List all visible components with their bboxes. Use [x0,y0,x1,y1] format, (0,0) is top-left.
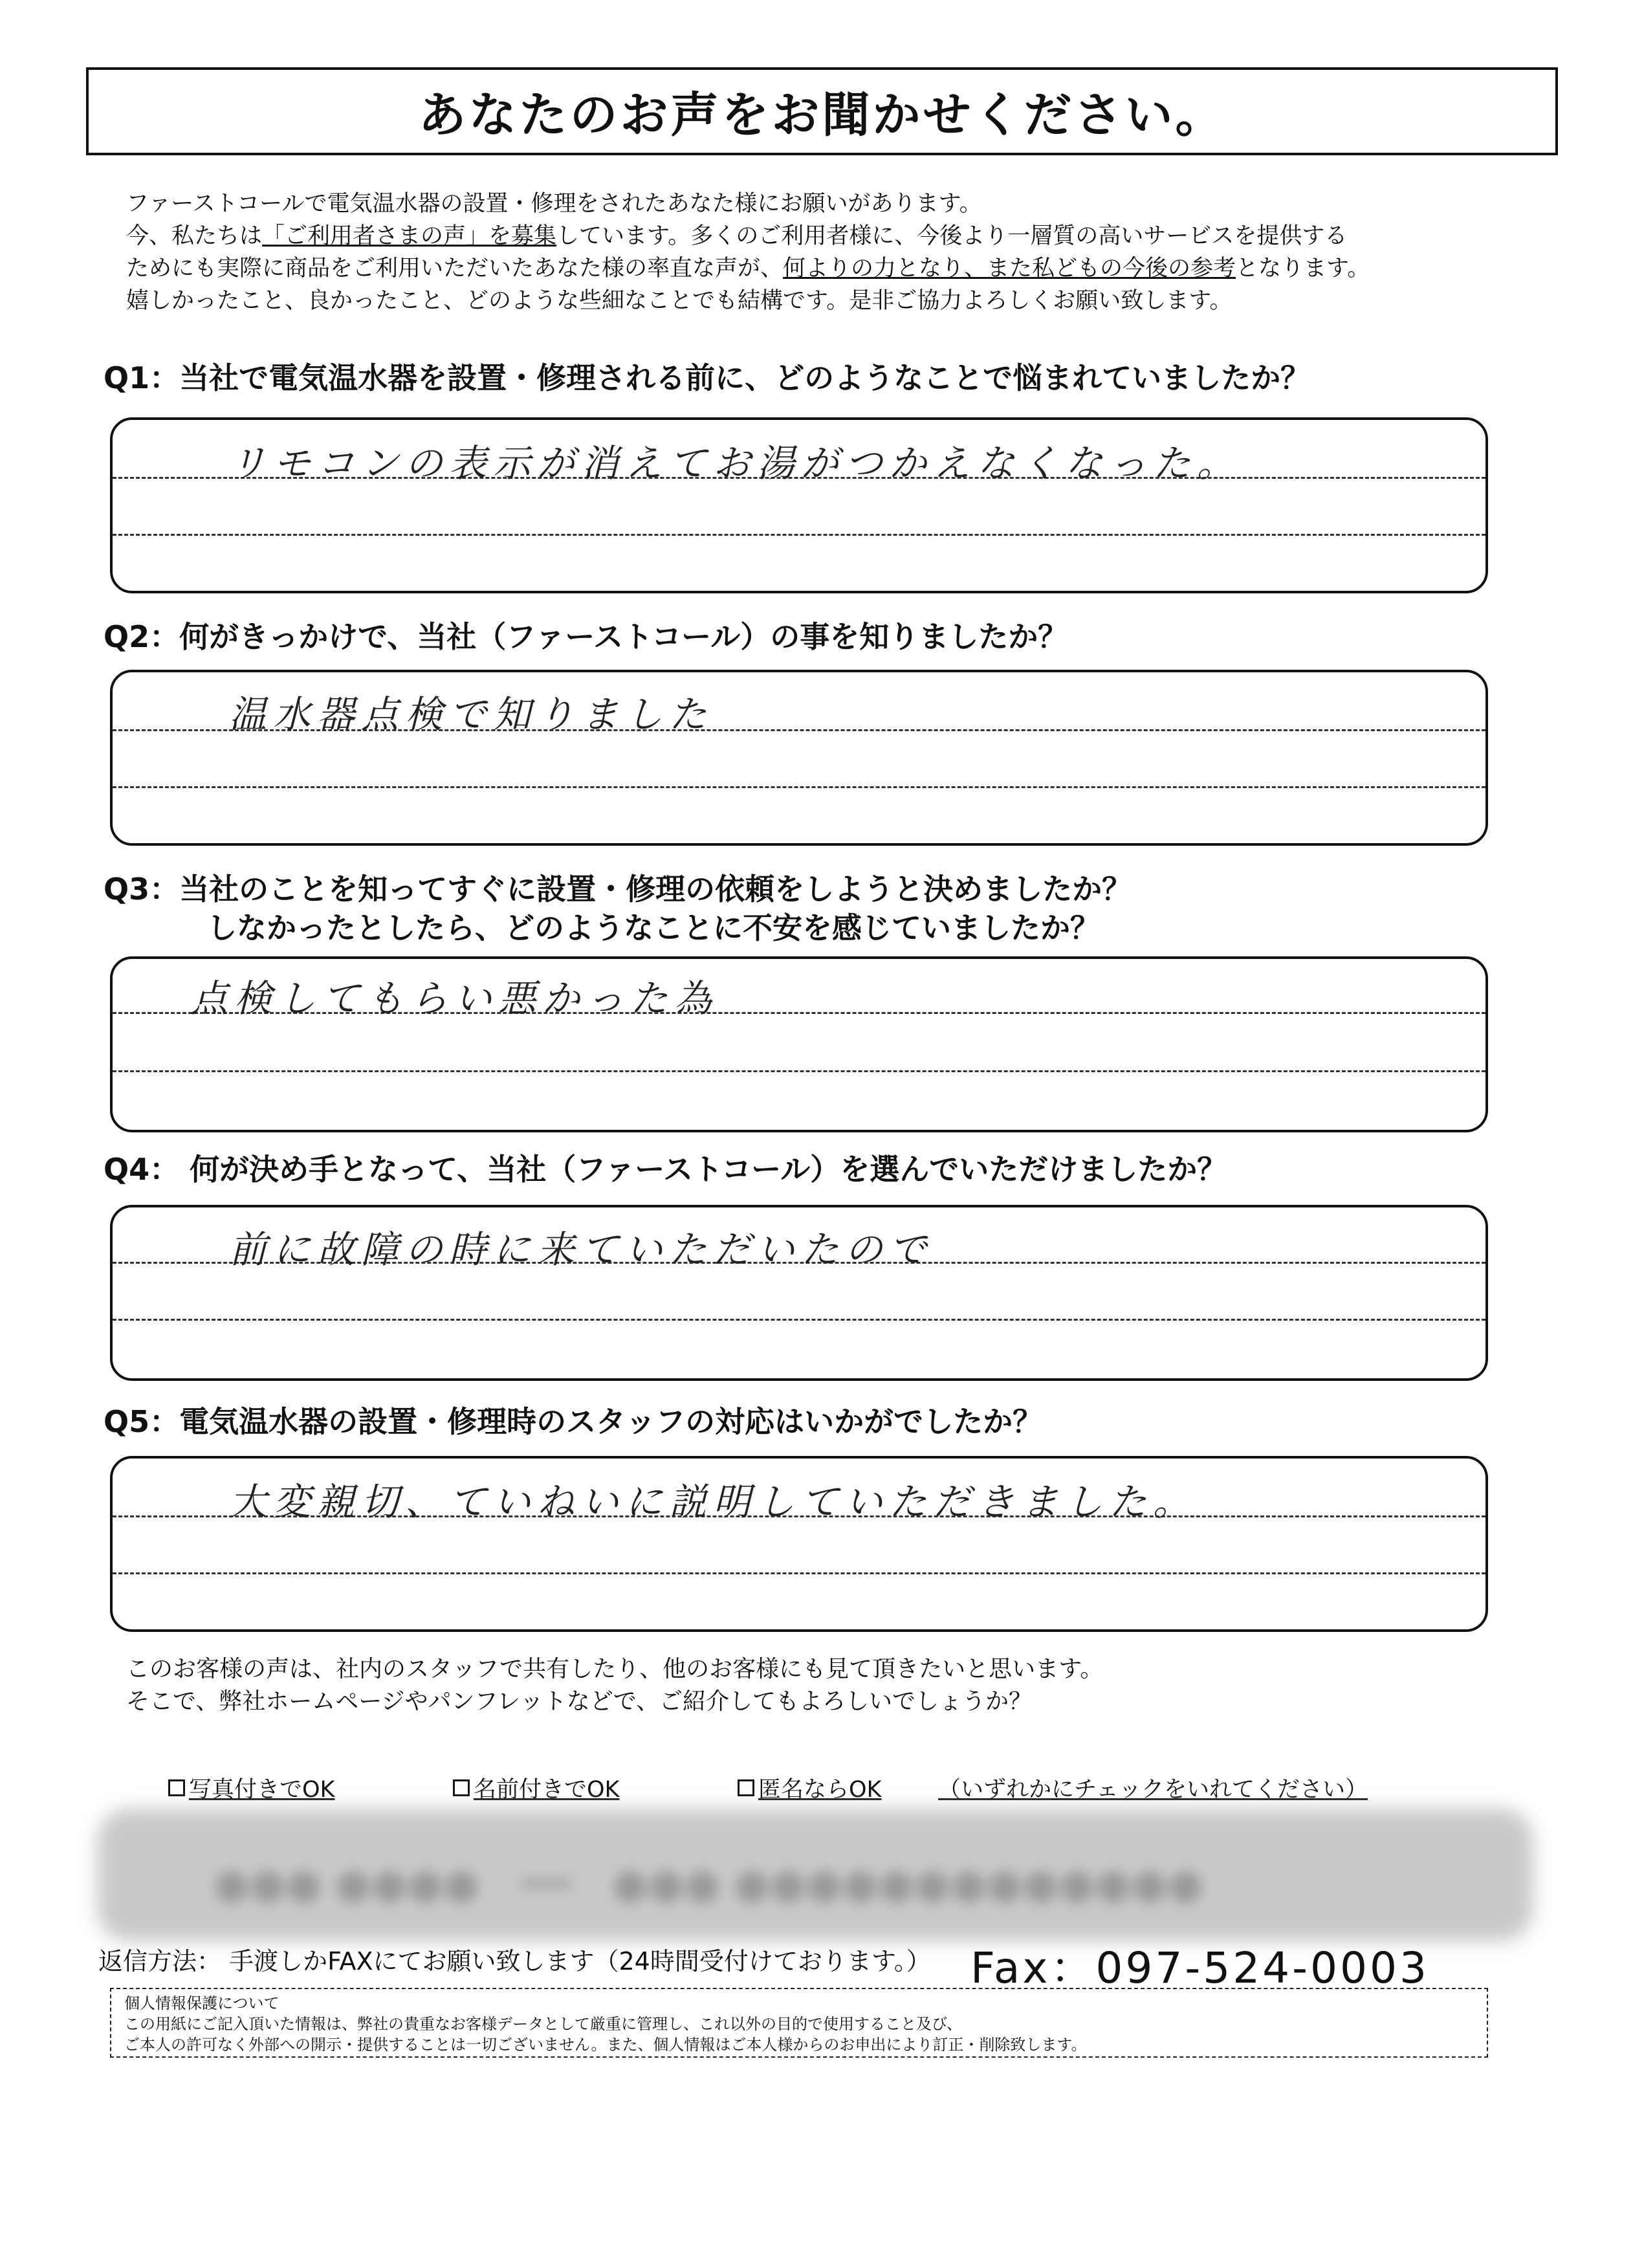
intro-line-3-a: ためにも実際に商品をご利用いただいたあなた様の率直な声が、 [126,256,784,281]
checkbox-note: （いずれかにチェックをいれてください） [938,1777,1368,1803]
checkbox-anonymous[interactable] [738,1772,938,1804]
answer-box-1[interactable] [110,417,1488,593]
checkbox-icon[interactable] [453,1779,470,1796]
question-3-line-2: しなかったとしたら、どのようなことに不安を感じていましたか？ [207,910,1100,945]
intro-line-3-underlined: 何よりの力となり、また私どもの今後の参考 [783,256,1236,281]
share-line-1: このお客様の声は、社内のスタッフで共有したり、他のお客様にも見て頂きたいと思います。 [126,1656,1104,1682]
privacy-line-1: この用紙にご記入頂いた情報は、弊社の貴重なお客様データとして厳重に管理し、これ以外の目的で使用すること及び、 [124,2015,963,2033]
checkbox-photo-label: 写真付きでOK [189,1777,335,1803]
answer-box-4[interactable] [110,1205,1488,1381]
consent-options [168,1772,1368,1804]
checkbox-anonymous-label: 匿名ならOK [758,1777,882,1803]
question-5: Q5：電気温水器の設置・修理時のスタッフの対応はいかがでしたか？ [104,1404,1043,1439]
intro-line-2-underlined: 「ご利用者さまの声」を募集 [262,223,557,249]
answer-5: 大変親切、ていねいに説明していただきました。 [229,1480,1198,1524]
checkbox-icon[interactable] [738,1779,754,1796]
intro-line-3-b: となります。 [1236,256,1370,281]
question-1: Q1：当社で電気温水器を設置・修理される前に、どのようなことで悩まれていましたか？ [104,360,1311,395]
intro-text [126,188,1517,317]
intro-line-2 [126,220,1517,252]
intro-line-4: 嬉しかったこと、良かったこと、どのような些細なことでも結構です。是非ご協力よろしくお願い致します。 [126,288,1233,314]
privacy-notice [110,1988,1488,2058]
intro-line-1: ファーストコールで電気温水器の設置・修理をされたあなた様にお願いがあります。 [126,191,982,217]
question-3: Q3：当社のことを知ってすぐに設置・修理の依頼をしようと決めましたか？ [104,872,1132,907]
redacted-text: ●●● ●●●● ━━ ●●● ●●●●●●●●●●●●● [214,1860,1204,1908]
reply-method: 返信方法： 手渡しかFAXにてお願い致します（24時間受付けております。） [98,1947,931,1976]
fax-number: Fax：097-524-0003 [970,1943,1429,1993]
checkbox-name[interactable] [453,1772,738,1804]
question-4: Q4： 何が決め手となって、当社（ファーストコール）を選んでいただけましたか？ [104,1152,1227,1187]
answer-2: 温水器点検で知りました [229,692,714,736]
privacy-title: 個人情報保護について [124,1994,279,2012]
answer-box-5[interactable] [110,1456,1488,1632]
checkbox-photo[interactable] [168,1772,453,1804]
title-box [86,67,1558,155]
checkbox-icon[interactable] [168,1779,185,1796]
answer-1: リモコンの表示が消えてお湯がつかえなくなった。 [229,441,1242,485]
intro-line-2-b: しています。多くのご利用者様に、今後より一層質の高いサービスを提供する [556,223,1348,249]
share-line-2: そこで、弊社ホームページやパンフレットなどで、ご紹介してもよろしいでしょうか？ [126,1688,1033,1715]
answer-box-2[interactable] [110,670,1488,846]
privacy-line-2: ご本人の許可なく外部への開示・提供することは一切ございません。また、個人情報はご本人様からのお申出により訂正・削除致します。 [124,2036,1087,2054]
intro-line-3 [126,252,1517,285]
page-title: あなたのお声をお聞かせください。 [418,87,1226,143]
intro-line-2-a: 今、私たちは [126,223,263,249]
answer-3: 点検してもらい悪かった為 [190,976,719,1020]
share-request [126,1653,1103,1718]
question-2: Q2：何がきっかけで、当社（ファーストコール）の事を知りましたか？ [104,619,1068,654]
answer-box-3[interactable] [110,956,1488,1132]
checkbox-name-label: 名前付きでOK [474,1777,620,1803]
answer-4: 前に故障の時に来ていただいたので [229,1228,934,1272]
